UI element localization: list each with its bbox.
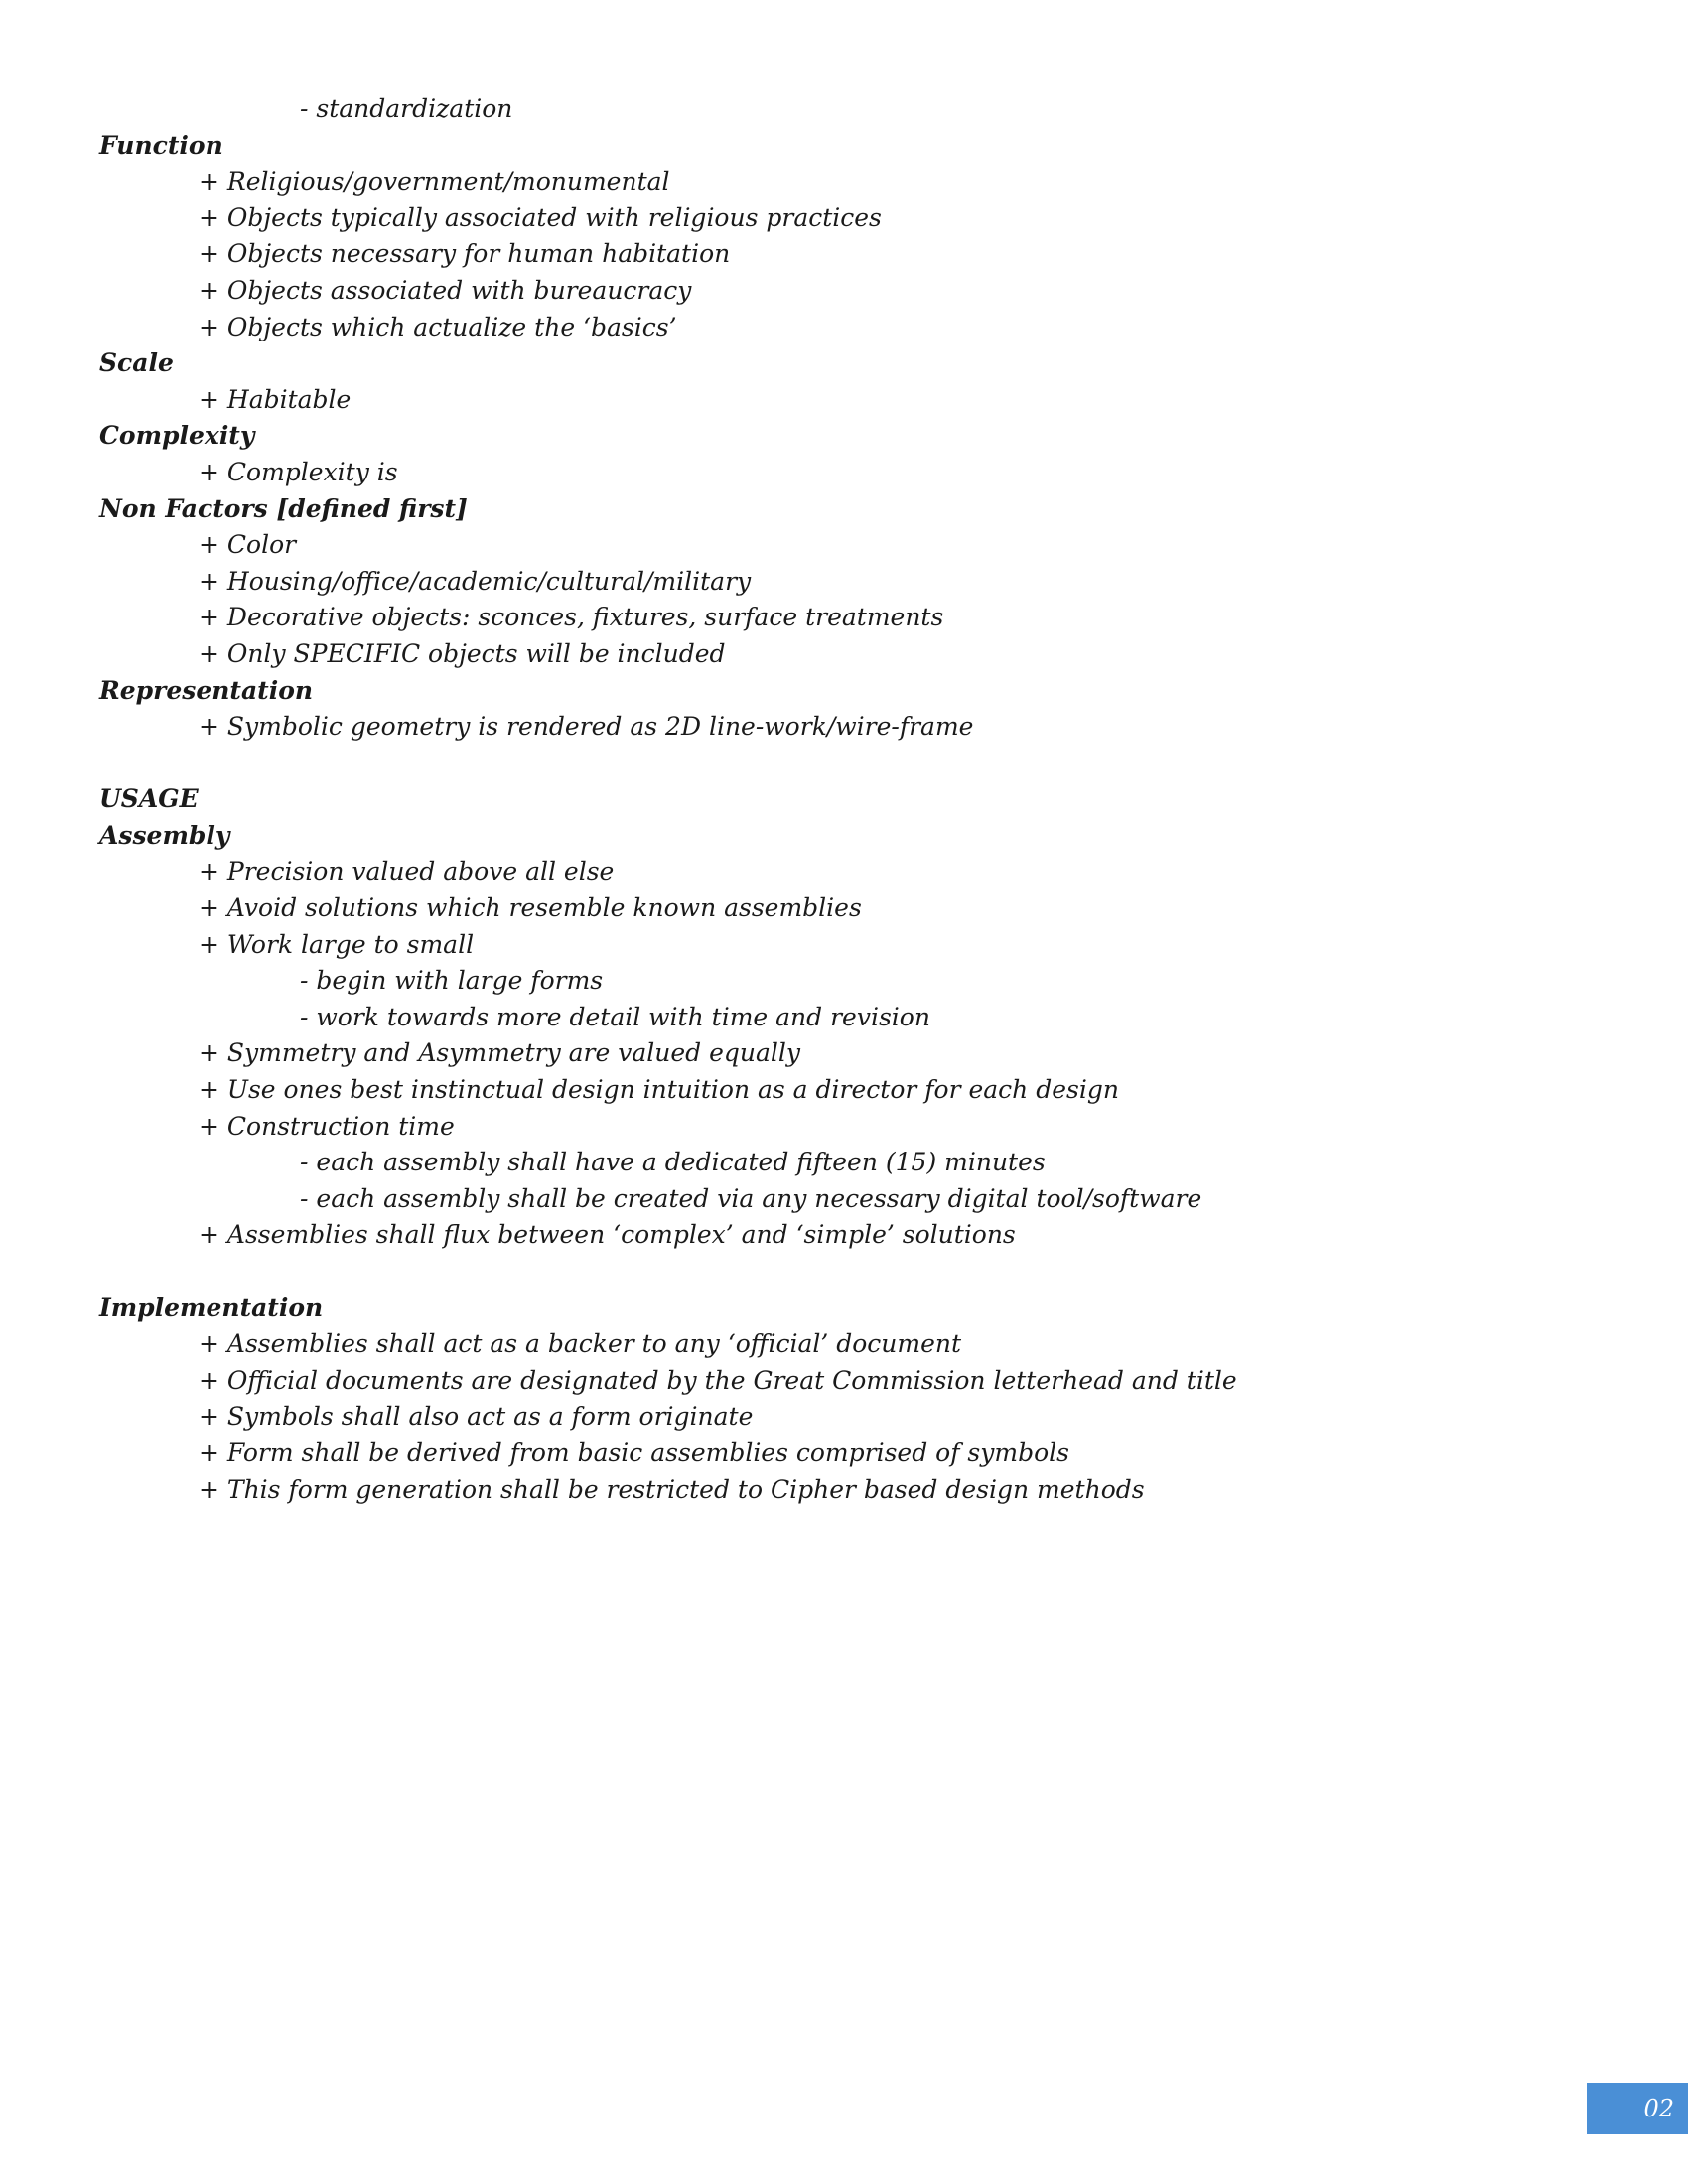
list-item: + Color xyxy=(199,530,297,560)
page-number-badge: 02 xyxy=(1587,2083,1688,2134)
list-item: + Precision valued above all else xyxy=(199,857,615,887)
spacer xyxy=(0,1254,1688,1291)
list-item: + Avoid solutions which resemble known assemblies xyxy=(199,893,862,923)
section-heading-implementation: Implementation xyxy=(99,1293,324,1322)
list-item: + Complexity is xyxy=(199,457,398,486)
section-title-usage: USAGE xyxy=(99,784,199,814)
list-item: + Objects associated with bureaucracy xyxy=(199,275,692,305)
list-item: + Housing/office/academic/cultural/military xyxy=(199,566,752,596)
section-heading-assembly: Assembly xyxy=(99,820,230,850)
document-body xyxy=(0,91,1688,1508)
list-item: + Work large to small xyxy=(199,929,475,959)
section-heading-representation: Representation xyxy=(99,675,314,705)
list-item: + Symmetry and Asymmetry are valued equally xyxy=(199,1038,801,1068)
list-item: + Symbols shall also act as a form originate xyxy=(199,1402,754,1432)
list-item: + Decorative objects: sconces, fixtures, surface treatments xyxy=(199,603,944,632)
spacer xyxy=(0,746,1688,782)
list-item: + Assemblies shall act as a backer to any ‘official’ document xyxy=(199,1329,962,1359)
list-item: + Habitable xyxy=(199,384,352,414)
list-item: + Form shall be derived from basic assemblies comprised of symbols xyxy=(199,1437,1069,1467)
list-item: - standardization xyxy=(300,94,513,123)
list-item: + This form generation shall be restricted to Cipher based design methods xyxy=(199,1474,1145,1504)
section-heading-scale: Scale xyxy=(99,348,174,378)
list-item: + Only SPECIFIC objects will be included xyxy=(199,638,726,668)
list-item: + Symbolic geometry is rendered as 2D line-work/wire-frame xyxy=(199,712,974,742)
list-subitem: - each assembly shall be created via any necessary digital tool/software xyxy=(300,1183,1202,1213)
list-subitem: - each assembly shall have a dedicated fifteen (15) minutes xyxy=(300,1148,1046,1177)
list-item: + Objects typically associated with religious practices xyxy=(199,203,882,232)
list-subitem: - begin with large forms xyxy=(300,966,604,996)
list-item: + Construction time xyxy=(199,1111,455,1141)
list-item: + Use ones best instinctual design intuition as a director for each design xyxy=(199,1075,1119,1105)
section-heading-function: Function xyxy=(99,130,223,160)
section-heading-complexity: Complexity xyxy=(99,421,255,451)
list-item: + Objects which actualize the ‘basics’ xyxy=(199,312,677,341)
section-heading-non-factors: Non Factors [defined first] xyxy=(99,493,468,523)
list-item: + Objects necessary for human habitation xyxy=(199,239,731,269)
list-item: + Assemblies shall flux between ‘complex’ and ‘simple’ solutions xyxy=(199,1220,1016,1250)
list-item: + Official documents are designated by the Great Commission letterhead and title xyxy=(199,1365,1237,1395)
list-item: + Religious/government/monumental xyxy=(199,167,670,197)
list-subitem: - work towards more detail with time and revision xyxy=(300,1002,930,1031)
